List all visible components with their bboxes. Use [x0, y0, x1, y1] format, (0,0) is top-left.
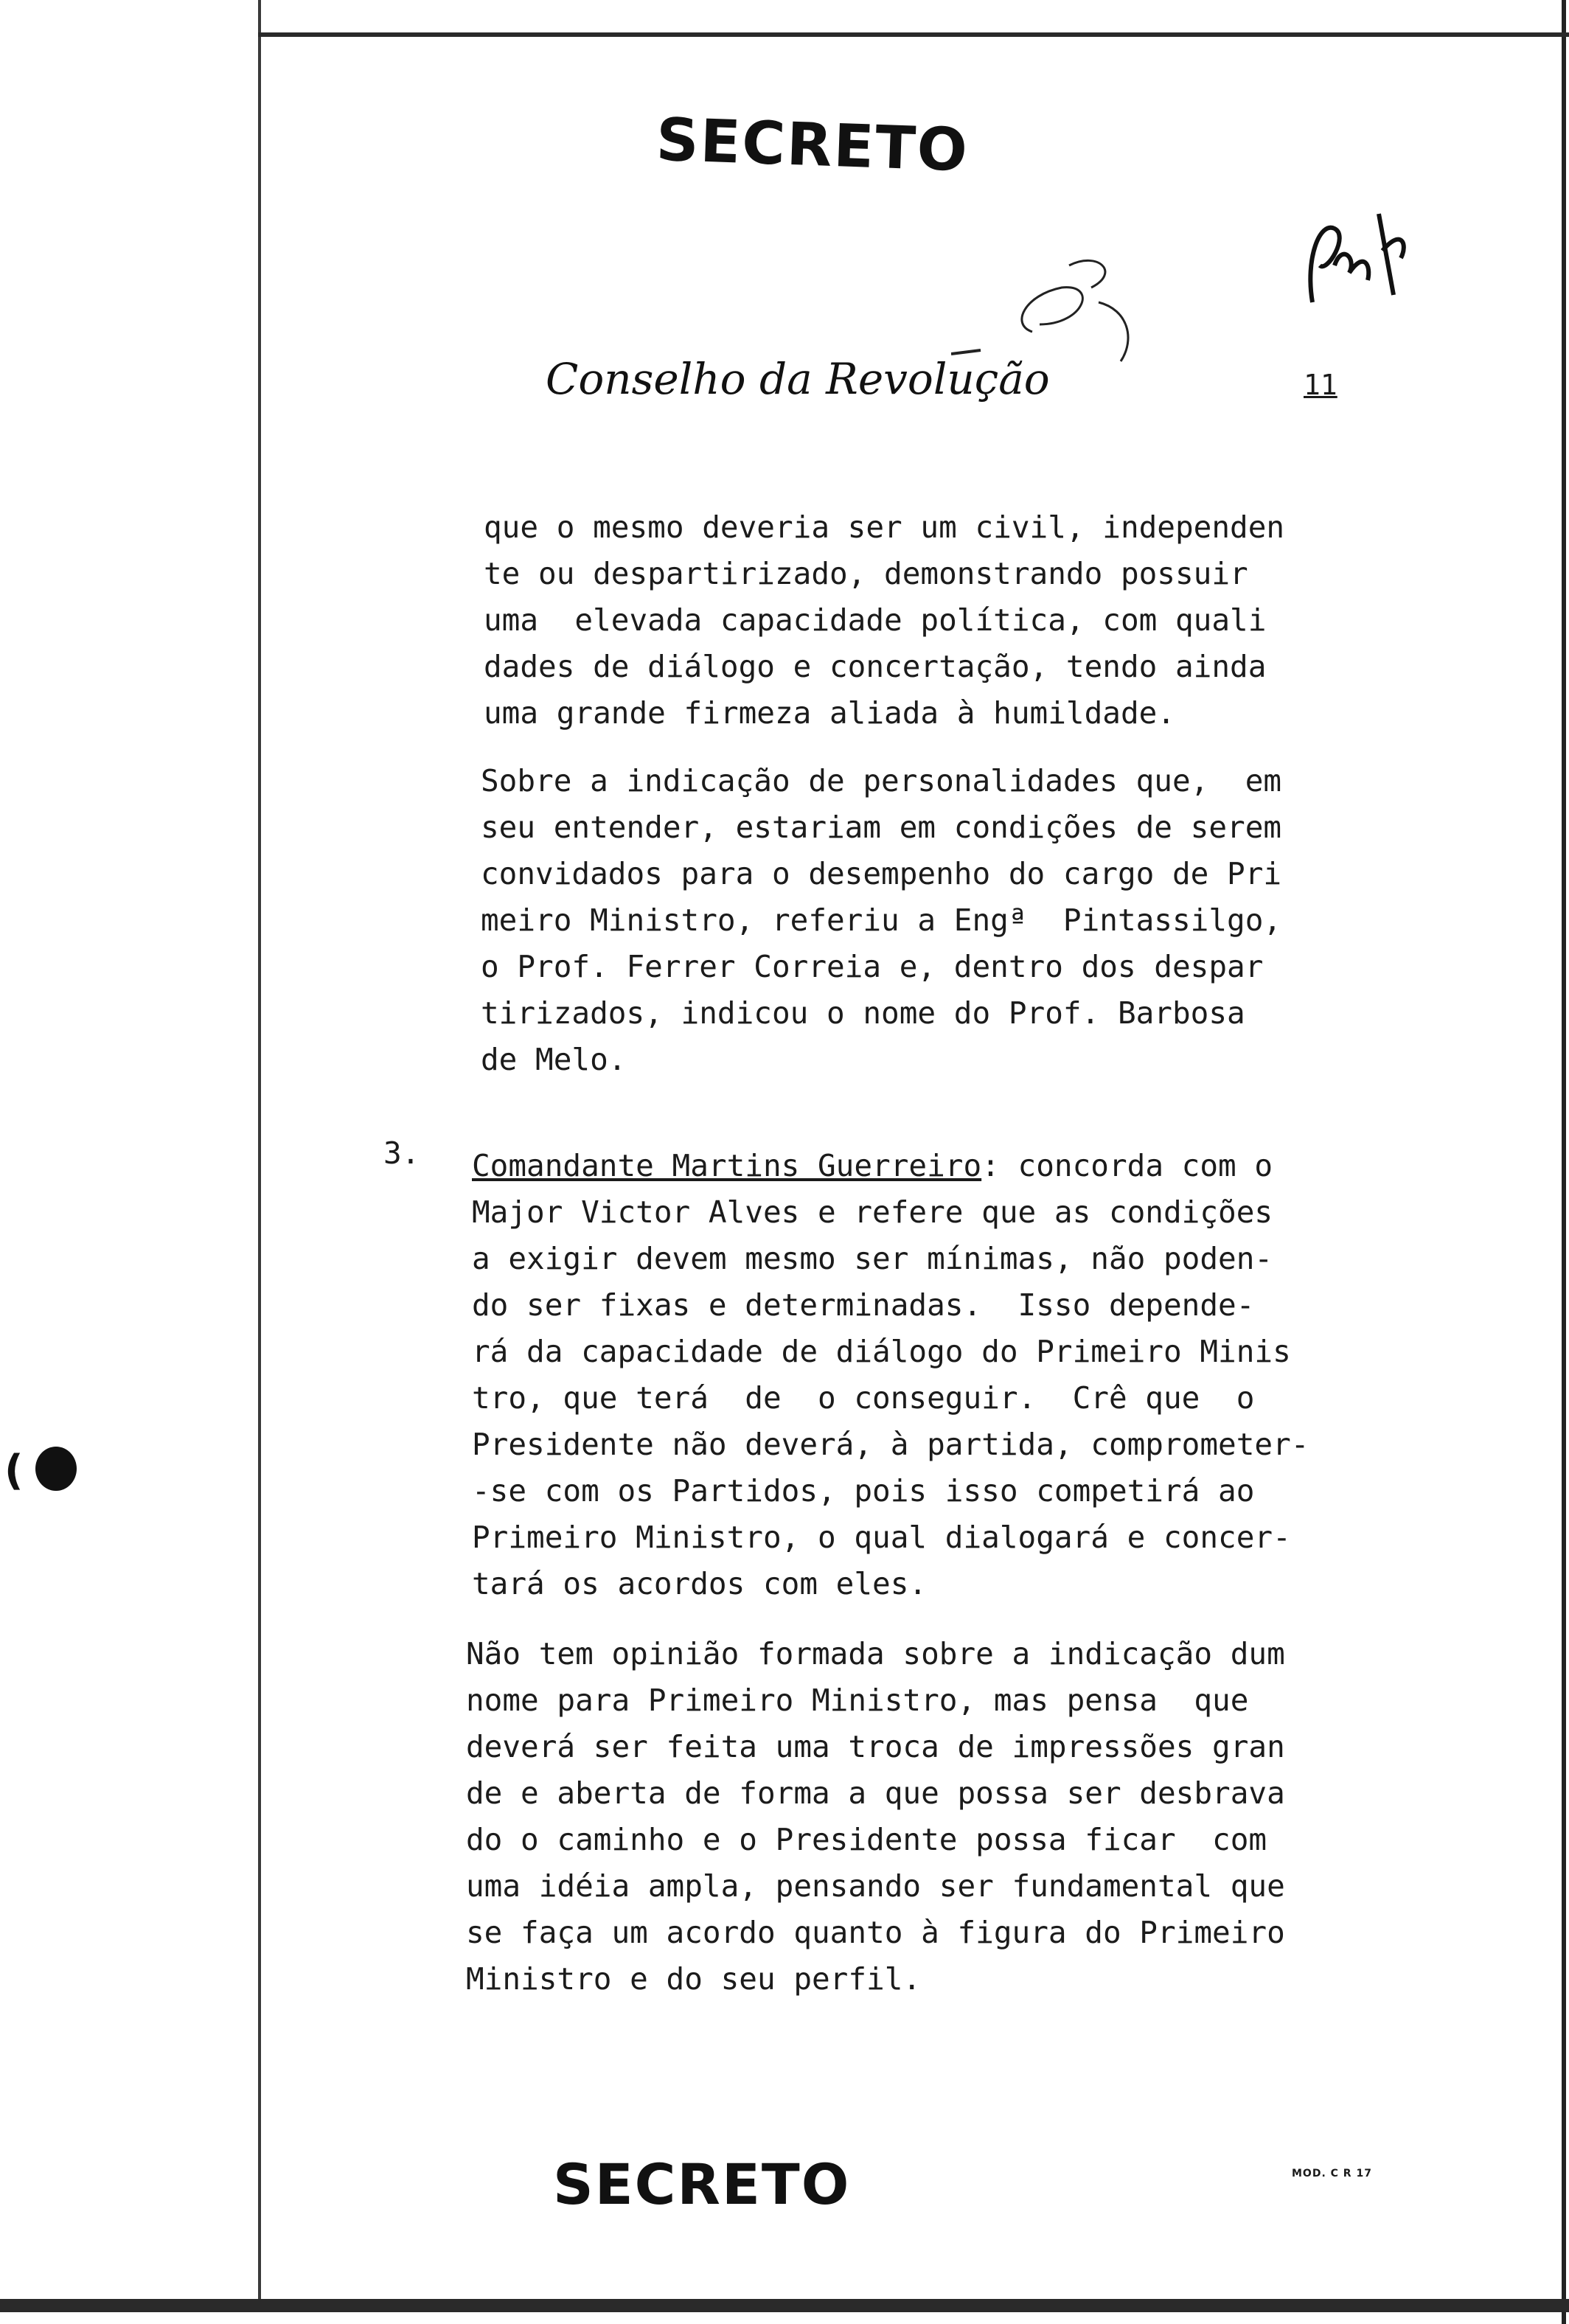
handwritten-initials: [1298, 199, 1416, 317]
paragraph-4: Não tem opinião formada sobre a indicação dum nome para Primeiro Ministro, mas pensa que deverá ser feita uma troca de impressões gran de e aberta de forma a que possa ser desbrava do o caminho e o Presidente possa ficar com uma idéia ampla, pensando ser fundamental que se faça um acordo quanto à figura do Primeiro Ministro e do seu perfil.: [466, 1636, 1285, 1997]
item-3-body: Major Victor Alves e refere que as condições a exigir devem mesmo ser mínimas, não poden- do ser fixas e determinadas. Isso depende- rá da capacidade de diálogo do Primeiro Minis tro, que terá de o conseguir. Crê que o Presidente não deverá, à partida, comprometer- -se com os Partidos, pois isso competirá ao Primeiro Ministro, o qual dialogará e concer- tará os acordos com eles.: [472, 1194, 1309, 1601]
item-3-first-line: : concorda com o: [981, 1148, 1273, 1183]
page-border-bottom: [0, 2299, 1569, 2312]
page-border-top: [258, 32, 1569, 37]
page-edge-left: [258, 0, 261, 2300]
speaker-name: Comandante Martins Guerreiro: [472, 1148, 982, 1183]
letterhead: Conselho da Revolução: [546, 354, 1050, 404]
item-number: 3.: [383, 1135, 420, 1171]
classification-stamp-bottom: SECRETO: [553, 2151, 851, 2217]
punch-hole: [35, 1447, 77, 1491]
paragraph-2: Sobre a indicação de personalidades que, em seu entender, estariam em condições de serem convidados para o desempenho do cargo de Pri meiro Ministro, referiu a Engª Pintassilgo, o Prof. Ferrer Correia e, dentro dos despar tirizados, indicou o nome do Prof. Barbosa de Melo.: [481, 763, 1282, 1077]
punch-hole-bracket: (: [4, 1447, 24, 1495]
form-code: MOD. C R 17: [1292, 2168, 1372, 2179]
classification-stamp-top: SECRETO: [655, 105, 970, 185]
item-3-text: [472, 1143, 1309, 1607]
page-number: 11: [1304, 369, 1337, 401]
paragraph-1: que o mesmo deveria ser um civil, independen te ou despartirizado, demonstrando possuir uma elevada capacidade política, com quali dades de diálogo e concertação, tendo ainda uma grande firmeza aliada à humildade.: [484, 509, 1285, 731]
page-edge-right: [1562, 0, 1566, 2324]
